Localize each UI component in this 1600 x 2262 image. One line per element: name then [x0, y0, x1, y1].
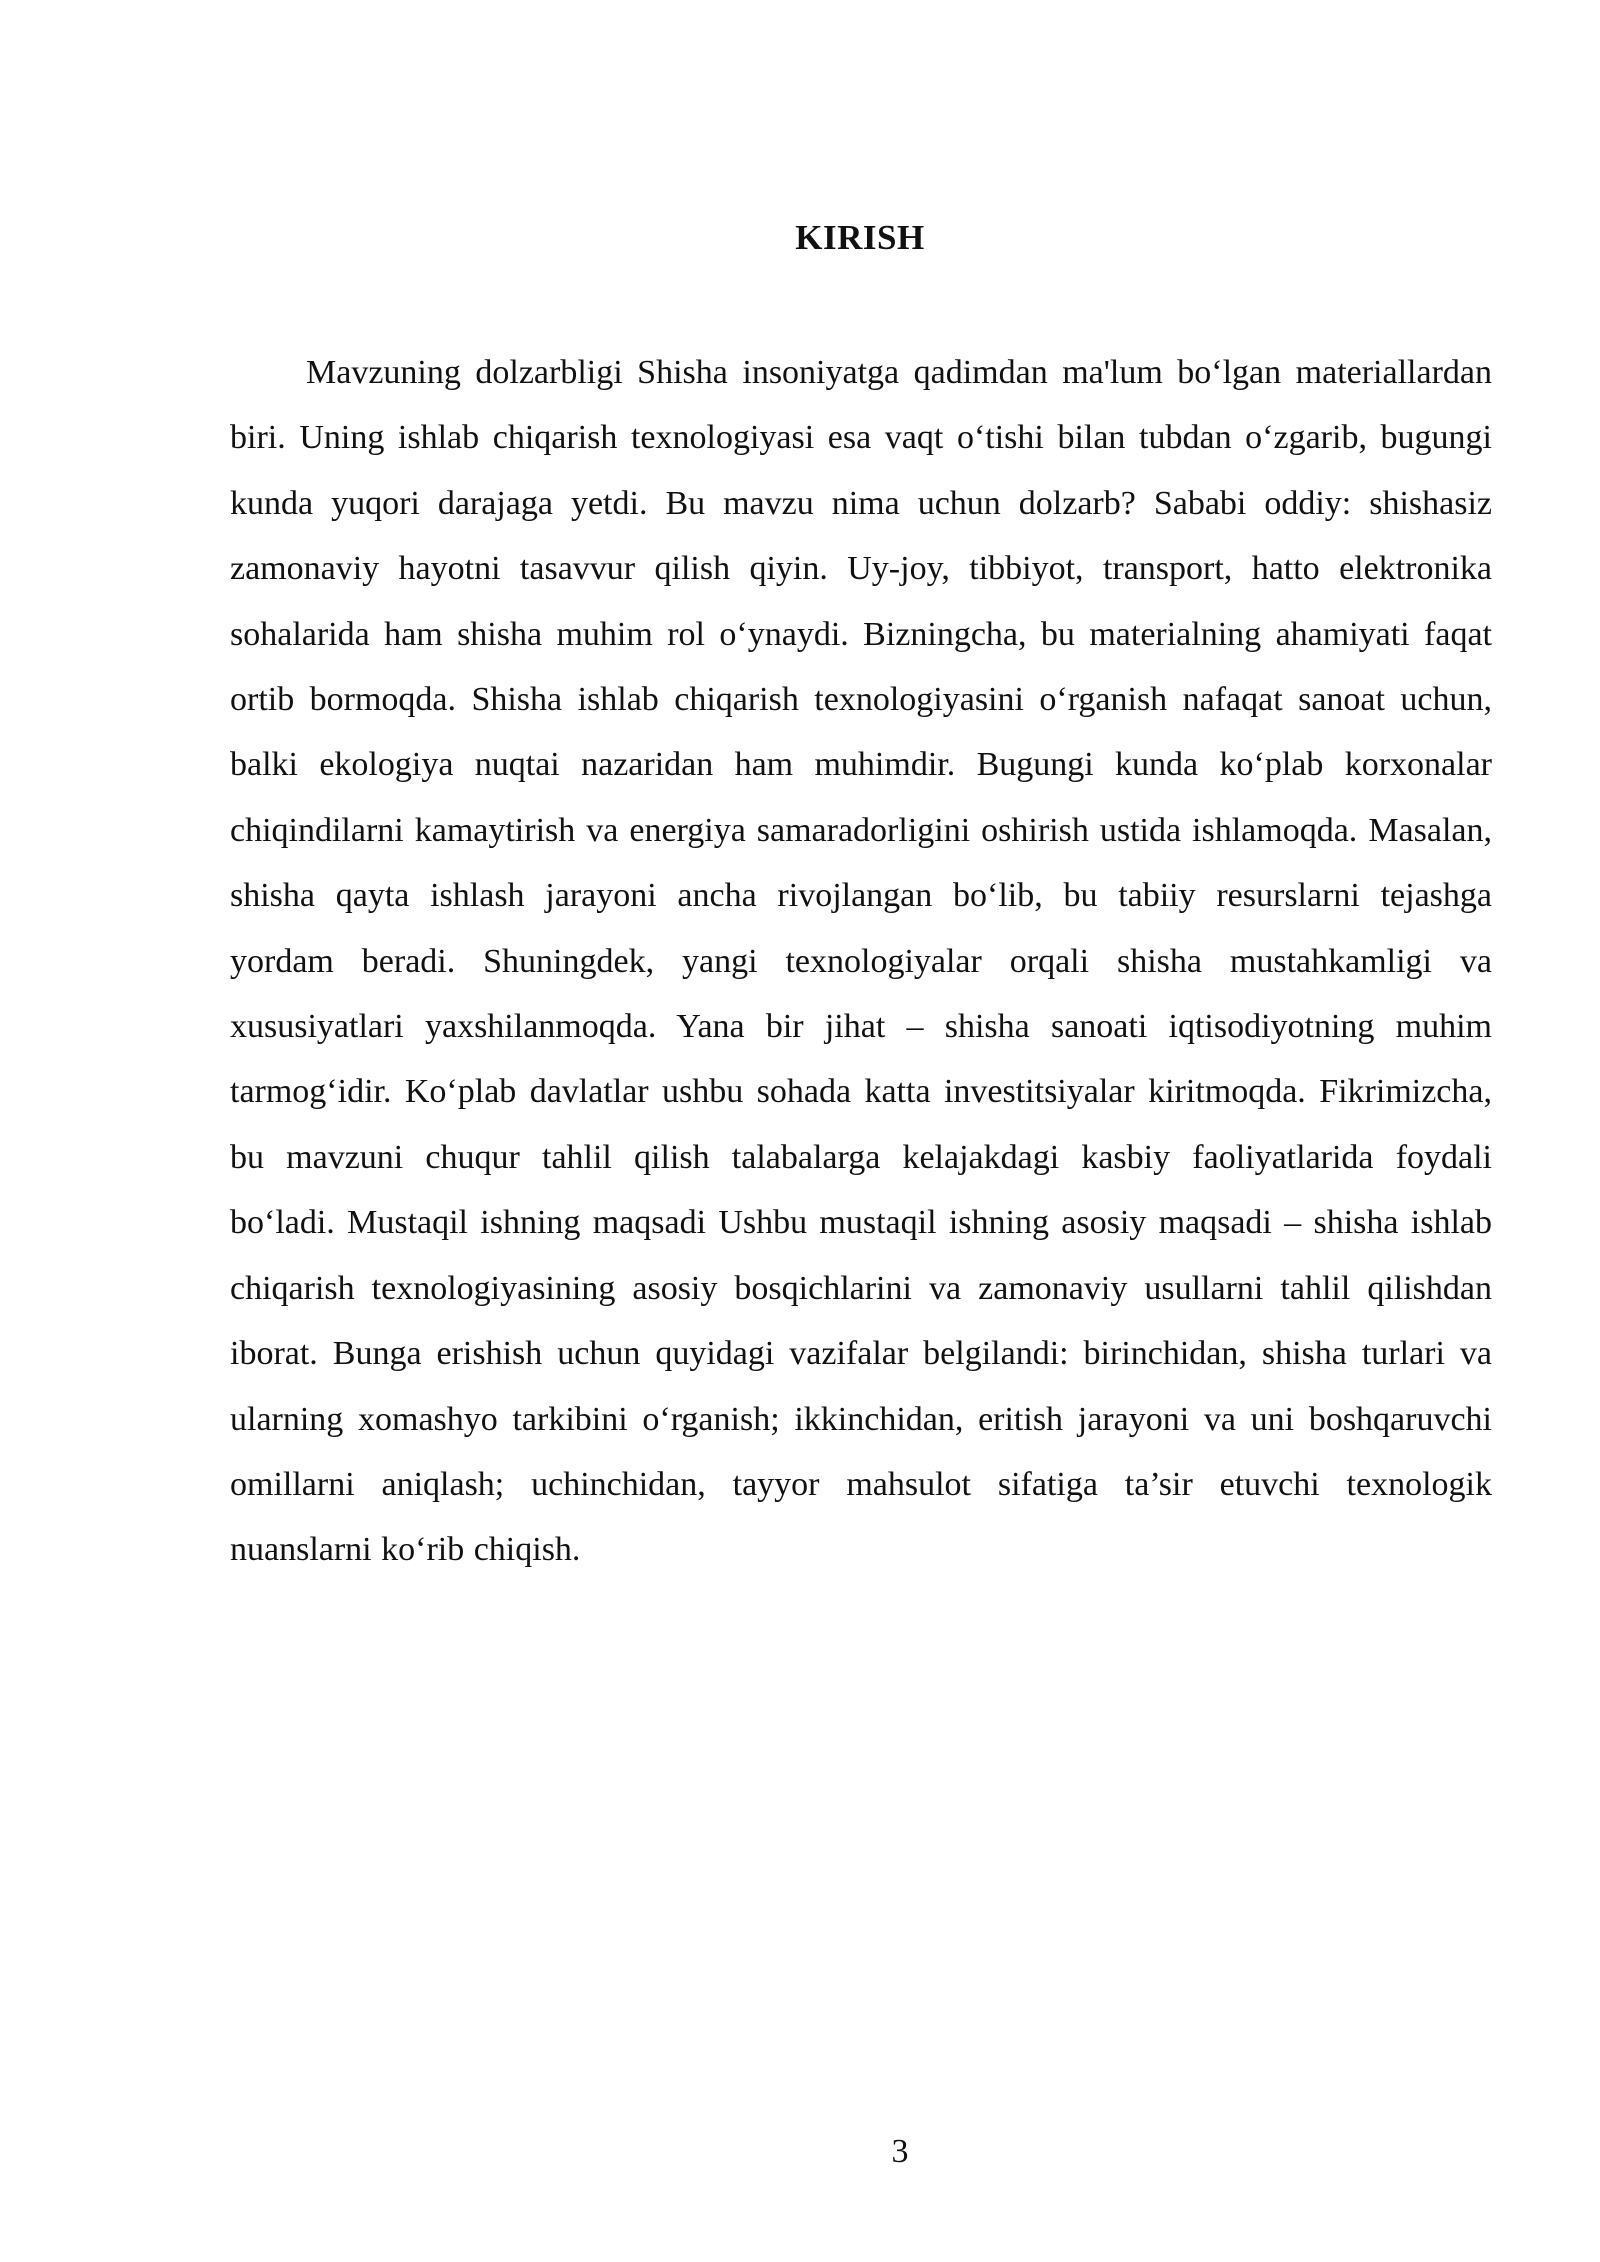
page-number: 3	[891, 2133, 909, 2170]
body-paragraph: Mavzuning dolzarbligi Shisha insoniyatga qadimdan ma'lum bo‘lgan materiallardan biri. Uning ishlab chiqarish texnologiyasi esa vaqt o‘tishi bilan tubdan o‘zgarib, bugungi kunda yuqori darajaga yetdi. Bu mavzu nima uchun dolzarb? Sababi oddiy: shishasiz zamonaviy hayotni tasavvur qilish qiyin. Uy-joy, tibbiyot, transport, hatto elektronika sohalarida ham shisha muhim rol o‘ynaydi. Bizningcha, bu materialning ahamiyati faqat ortib bormoqda. Shisha ishlab chiqarish texnologiyasini o‘rganish nafaqat sanoat uchun, balki ekologiya nuqtai nazaridan ham muhimdir. Bugungi kunda ko‘plab korxonalar chiqindilarni kamaytirish va energiya samaradorligini oshirish ustida ishlamoqda. Masalan, shisha qayta ishlash jarayoni ancha rivojlangan bo‘lib, bu tabiiy resurslarni tejashga yordam beradi. Shuningdek, yangi texnologiyalar orqali shisha mustahkamligi va xususiyatlari yaxshilanmoqda. Yana bir jihat – shisha sanoati iqtisodiyotning muhim tarmog‘idir. Ko‘plab davlatlar ushbu sohada katta investitsiyalar kiritmoqda. Fikrimizcha, bu mavzuni chuqur tahlil qilish talabalarga kelajakdagi kasbiy faoliyatlarida foydali bo‘ladi. Mustaqil ishning maqsadi Ushbu mustaqil ishning asosiy maqsadi – shisha ishlab chiqarish texnologiyasining asosiy bosqichlarini va zamonaviy usullarni tahlil qilishdan iborat. Bunga erishish uchun quyidagi vazifalar belgilandi: birinchidan, shisha turlari va ularning xomashyo tarkibini o‘rganish; ikkinchidan, eritish jarayoni va uni boshqaruvchi omillarni aniqlash; uchinchidan, tayyor mahsulot sifatiga ta’sir etuvchi texnologik nuanslarni ko‘rib chiqish.	[230, 354, 1492, 1569]
page-title: KIRISH	[795, 218, 925, 257]
